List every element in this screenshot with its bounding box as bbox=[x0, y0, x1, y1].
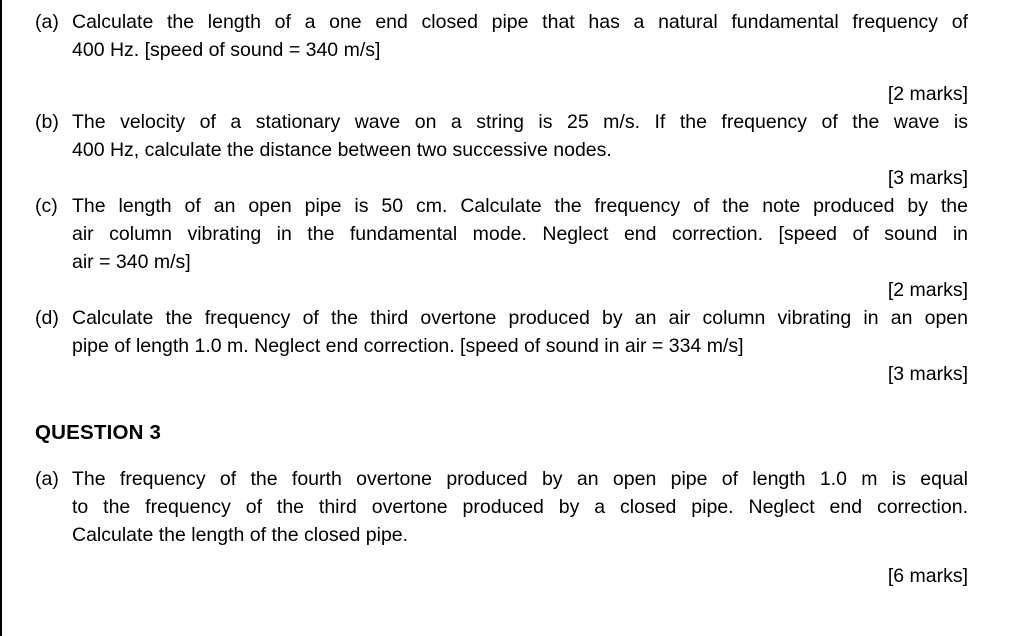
question-part-c bbox=[35, 192, 968, 304]
part-d-label: (d) bbox=[35, 307, 59, 329]
question-part-d bbox=[35, 304, 968, 388]
part-c-marks: [2 marks] bbox=[887, 279, 968, 301]
part-a-text: Calculate the length of a one end closed pipe that has a natural fundamental frequency of bbox=[72, 11, 968, 33]
part-c-text: The length of an open pipe is 50 cm. Calculate the frequency of the note produced by the bbox=[72, 195, 968, 217]
part-c-line-3: air = 340 m/s] bbox=[72, 251, 191, 273]
part-d-marks: [3 marks] bbox=[887, 363, 968, 385]
q3-part-a-text: The frequency of the fourth overtone produced by an open pipe of length 1.0 m is equal bbox=[72, 468, 968, 490]
part-d-line-1 bbox=[35, 304, 968, 332]
part-d-text: Calculate the frequency of the third overtone produced by an air column vibrating in an open bbox=[72, 307, 968, 329]
question-3-part-a bbox=[35, 465, 968, 590]
part-b-label: (b) bbox=[35, 111, 59, 133]
part-c-line-1 bbox=[35, 192, 968, 220]
q3-part-a-line-1 bbox=[35, 465, 968, 493]
part-a-line-2: 400 Hz. [speed of sound = 340 m/s] bbox=[72, 39, 381, 61]
part-b-line-2: 400 Hz, calculate the distance between two successive nodes. bbox=[72, 139, 612, 161]
q3-part-a-line-3: Calculate the length of the closed pipe. bbox=[72, 524, 409, 546]
question-part-b bbox=[35, 108, 968, 192]
part-b-text: The velocity of a stationary wave on a string is 25 m/s. If the frequency of the wave is bbox=[72, 111, 968, 133]
question-3-heading: QUESTION 3 bbox=[35, 421, 162, 444]
part-d-line-2: pipe of length 1.0 m. Neglect end correction. [speed of sound in air = 334 m/s] bbox=[72, 335, 744, 357]
part-a-label: (a) bbox=[35, 11, 59, 33]
q3-part-a-line-2: to the frequency of the third overtone produced by a closed pipe. Neglect end correction. bbox=[72, 496, 968, 518]
part-b-line-1 bbox=[35, 108, 968, 136]
part-c-line-2: air column vibrating in the fundamental mode. Neglect end correction. [speed of sound in bbox=[72, 223, 968, 245]
question-part-a bbox=[35, 8, 968, 108]
q3-part-a-label: (a) bbox=[35, 468, 59, 490]
part-c-label: (c) bbox=[35, 195, 58, 217]
part-a-marks: [2 marks] bbox=[887, 83, 968, 105]
q3-part-a-marks: [6 marks] bbox=[887, 565, 968, 587]
part-b-marks: [3 marks] bbox=[887, 167, 968, 189]
part-a-line-1 bbox=[35, 8, 968, 36]
